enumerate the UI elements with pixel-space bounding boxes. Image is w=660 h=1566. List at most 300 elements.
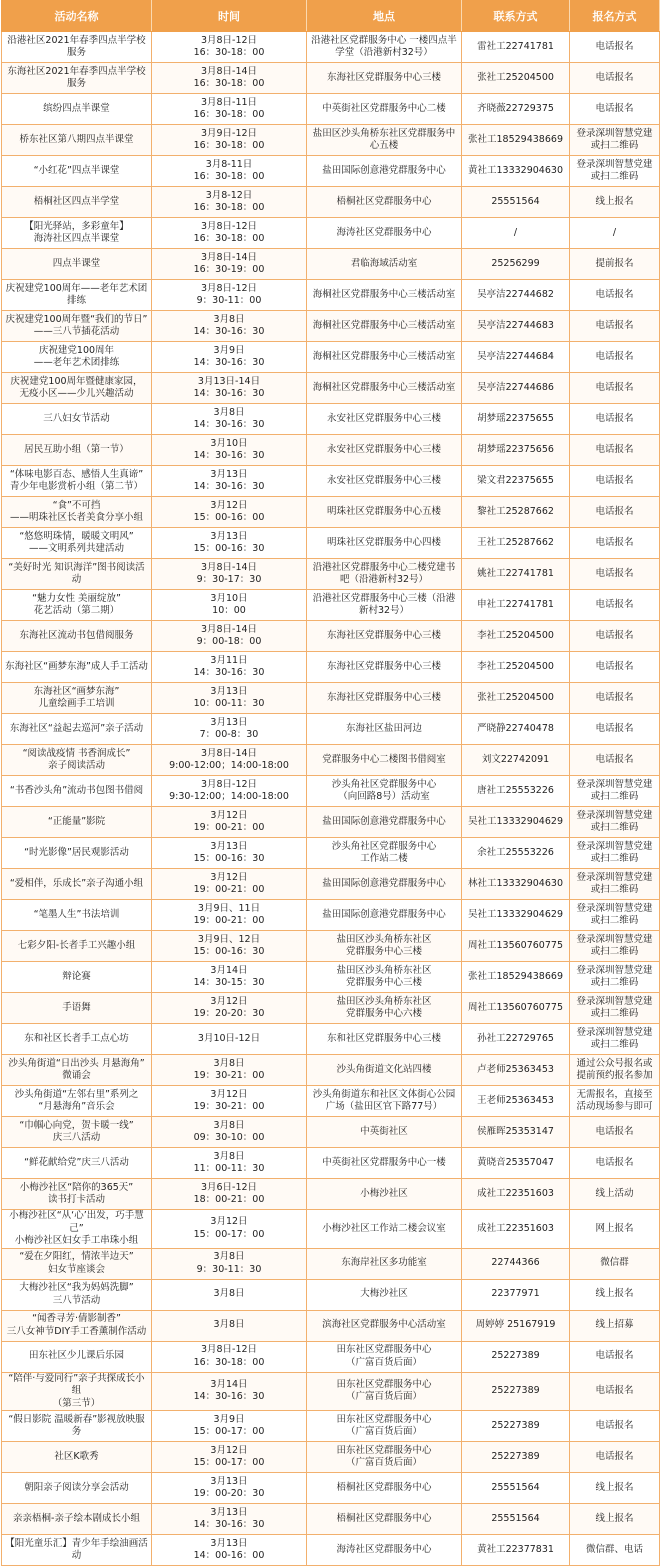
- activity-name-cell: 亲亲梧桐-亲子绘本剧成长小组: [2, 1504, 152, 1535]
- activity-name-cell: “食”不可挡 ——明珠社区长者美食分享小组: [2, 497, 152, 528]
- contact-cell: 侯雁晖25353147: [462, 1117, 570, 1148]
- location-cell: 永安社区党群服务中心三楼: [307, 466, 462, 497]
- activity-name-cell: “闻香寻芳·倩影制香” 三八女神节DIY手工香薰制作活动: [2, 1310, 152, 1341]
- contact-cell: 22744366: [462, 1248, 570, 1279]
- contact-cell: 卢老师25363453: [462, 1055, 570, 1086]
- activity-name-cell: 社区K歌秀: [2, 1442, 152, 1473]
- activity-name-cell: “阅读战疫情 书香润成长” 亲子阅读活动: [2, 745, 152, 776]
- table-row: [2, 1341, 660, 1372]
- table-row: [2, 32, 660, 63]
- activity-name-cell: 庆祝建党100周年暨健康家园， 无疫小区——少儿兴趣活动: [2, 373, 152, 404]
- contact-cell: 25227389: [462, 1442, 570, 1473]
- contact-cell: 吴亭洁22744684: [462, 342, 570, 373]
- location-cell: 中英街社区党群服务中心一楼: [307, 1148, 462, 1179]
- activity-name-cell: 庆祝建党100周年暨“我们的节日” ——三八节插花活动: [2, 311, 152, 342]
- signup-method-cell: 通过公众号报名或提前预约报名参加: [570, 1055, 660, 1086]
- contact-cell: 张社工18529438669: [462, 125, 570, 156]
- contact-cell: 李社工25204500: [462, 621, 570, 652]
- time-cell: 3月8日-14日 9：00-18：00: [152, 621, 307, 652]
- signup-method-cell: 电话报名: [570, 683, 660, 714]
- location-cell: 沙头角街道文化站四楼: [307, 1055, 462, 1086]
- location-cell: 海桐社区党群服务中心三楼活动室: [307, 280, 462, 311]
- table-header: [2, 1, 660, 32]
- time-cell: 3月8日 14：30-16：30: [152, 311, 307, 342]
- table-row: [2, 404, 660, 435]
- activity-name-cell: “书香沙头角”流动书包图书借阅: [2, 776, 152, 807]
- contact-cell: 吴亭洁22744686: [462, 373, 570, 404]
- location-cell: 沿港社区党群服务中心三楼（沿港新村32号）: [307, 590, 462, 621]
- time-cell: 3月13日 15：00-16：30: [152, 528, 307, 559]
- time-cell: 3月8日 19：30-21：00: [152, 1055, 307, 1086]
- signup-method-cell: 提前报名: [570, 249, 660, 280]
- signup-method-cell: 电话报名: [570, 32, 660, 63]
- signup-method-cell: 线上报名: [570, 1279, 660, 1310]
- signup-method-cell: 登录深圳智慧党建或扫二维码: [570, 962, 660, 993]
- location-cell: 盐田区沙头角桥东社区 党群服务中心三楼: [307, 931, 462, 962]
- table-row: [2, 1117, 660, 1148]
- location-cell: 盐田国际创意港党群服务中心: [307, 156, 462, 187]
- location-cell: 田东社区党群服务中心 （广富百货后面）: [307, 1442, 462, 1473]
- location-cell: 沿港社区党群服务中心二楼党建书吧（沿港新村32号）: [307, 559, 462, 590]
- contact-cell: 严晓静22740478: [462, 714, 570, 745]
- time-cell: 3月8日-12日 16：30-18：00: [152, 1341, 307, 1372]
- signup-method-cell: 登录深圳智慧党建或扫二维码: [570, 156, 660, 187]
- contact-cell: 周社工13560760775: [462, 993, 570, 1024]
- time-cell: 3月8日 11：00-11：30: [152, 1148, 307, 1179]
- contact-cell: 齐晓薇22729375: [462, 94, 570, 125]
- signup-method-cell: 电话报名: [570, 435, 660, 466]
- contact-cell: 吴社工13332904629: [462, 807, 570, 838]
- table-row: [2, 125, 660, 156]
- activity-name-cell: 缤纷四点半课堂: [2, 94, 152, 125]
- time-cell: 3月8日-14日 9:00-12:00；14:00-18:00: [152, 745, 307, 776]
- activity-name-cell: “爱在夕阳红，情浓半边天” 妇女节座谈会: [2, 1248, 152, 1279]
- activity-name-cell: “鲜花献给党”庆三八活动: [2, 1148, 152, 1179]
- signup-method-cell: 电话报名: [570, 1117, 660, 1148]
- signup-method-cell: 电话报名: [570, 1372, 660, 1411]
- activity-name-cell: 庆祝建党100周年 ——老年艺术团排练: [2, 342, 152, 373]
- signup-method-cell: 线上报名: [570, 1504, 660, 1535]
- time-cell: 3月14日 14：30-16：30: [152, 1372, 307, 1411]
- signup-method-cell: 登录深圳智慧党建或扫二维码: [570, 993, 660, 1024]
- contact-cell: 成社工22351603: [462, 1179, 570, 1210]
- activity-name-cell: 东海社区流动书包借阅服务: [2, 621, 152, 652]
- signup-method-cell: 登录深圳智慧党建或扫二维码: [570, 125, 660, 156]
- signup-method-cell: 线上报名: [570, 187, 660, 218]
- signup-method-cell: 登录深圳智慧党建或扫二维码: [570, 776, 660, 807]
- signup-method-cell: 电话报名: [570, 1341, 660, 1372]
- location-cell: 明珠社区党群服务中心五楼: [307, 497, 462, 528]
- signup-method-cell: 线上活动: [570, 1179, 660, 1210]
- time-cell: 3月8日-11日 16：30-18：00: [152, 94, 307, 125]
- time-cell: 3月8日: [152, 1279, 307, 1310]
- contact-cell: 周婷婷 25167919: [462, 1310, 570, 1341]
- activity-name-cell: 庆祝建党100周年——老年艺术团排练: [2, 280, 152, 311]
- table-row: [2, 559, 660, 590]
- table-body: [2, 32, 660, 1566]
- time-cell: 3月10日 14：30-16：30: [152, 435, 307, 466]
- signup-method-cell: 电话报名: [570, 714, 660, 745]
- signup-method-cell: 微信群: [570, 1248, 660, 1279]
- signup-method-cell: 无需报名，直接至活动现场参与即可: [570, 1086, 660, 1117]
- table-row: [2, 1372, 660, 1411]
- table-row: [2, 218, 660, 249]
- contact-cell: 吴亭洁22744682: [462, 280, 570, 311]
- location-cell: 田东社区党群服务中心 （广富百货后面）: [307, 1411, 462, 1442]
- table-row: [2, 714, 660, 745]
- location-cell: 梧桐社区党群服务中心: [307, 1473, 462, 1504]
- table-row: [2, 1148, 660, 1179]
- header-contact: 联系方式: [462, 1, 570, 32]
- time-cell: 3月8日 9：30-11：30: [152, 1248, 307, 1279]
- location-cell: 君临海域活动室: [307, 249, 462, 280]
- activity-name-cell: “爱相伴，乐成长”亲子沟通小组: [2, 869, 152, 900]
- contact-cell: 成社工22351603: [462, 1210, 570, 1249]
- signup-method-cell: 电话报名: [570, 404, 660, 435]
- table-row: [2, 1179, 660, 1210]
- signup-method-cell: 线上报名: [570, 1473, 660, 1504]
- contact-cell: 黎社工25287662: [462, 497, 570, 528]
- table-row: [2, 94, 660, 125]
- signup-method-cell: 登录深圳智慧党建或扫二维码: [570, 1024, 660, 1055]
- activity-name-cell: 桥东社区第八期四点半课堂: [2, 125, 152, 156]
- signup-method-cell: 电话报名: [570, 1442, 660, 1473]
- contact-cell: 唐社工25553226: [462, 776, 570, 807]
- location-cell: 小梅沙社区: [307, 1179, 462, 1210]
- table-row: [2, 1086, 660, 1117]
- activity-name-cell: “陪伴·与爱同行”亲子共探成长小组 （第三节）: [2, 1372, 152, 1411]
- location-cell: 中英街社区党群服务中心二楼: [307, 94, 462, 125]
- contact-cell: 张社工18529438669: [462, 962, 570, 993]
- signup-method-cell: 电话报名: [570, 652, 660, 683]
- contact-cell: 25227389: [462, 1411, 570, 1442]
- activity-name-cell: 手语舞: [2, 993, 152, 1024]
- contact-cell: 孙社工22729765: [462, 1024, 570, 1055]
- table-row: [2, 993, 660, 1024]
- location-cell: 东海社区党群服务中心三楼: [307, 683, 462, 714]
- location-cell: 东海岸社区多功能室: [307, 1248, 462, 1279]
- table-row: [2, 187, 660, 218]
- location-cell: 中英街社区: [307, 1117, 462, 1148]
- activity-name-cell: 东海社区2021年春季四点半学校服务: [2, 63, 152, 94]
- location-cell: 海桐社区党群服务中心三楼活动室: [307, 342, 462, 373]
- table-row: [2, 311, 660, 342]
- contact-cell: 吴社工13332904629: [462, 900, 570, 931]
- location-cell: 海桐社区党群服务中心三楼活动室: [307, 311, 462, 342]
- signup-method-cell: 电话报名: [570, 311, 660, 342]
- contact-cell: 胡梦瑶22375655: [462, 404, 570, 435]
- time-cell: 3月9日、12日 15：00-16：30: [152, 931, 307, 962]
- activity-name-cell: “小红花”四点半课堂: [2, 156, 152, 187]
- activity-name-cell: 大梅沙社区“我为妈妈洗脚” 三八节活动: [2, 1279, 152, 1310]
- activity-name-cell: 四点半课堂: [2, 249, 152, 280]
- signup-method-cell: 登录深圳智慧党建或扫二维码: [570, 900, 660, 931]
- time-cell: 3月10日-12日: [152, 1024, 307, 1055]
- header-location: 地点: [307, 1, 462, 32]
- location-cell: 大梅沙社区: [307, 1279, 462, 1310]
- activity-name-cell: 梧桐社区四点半学堂: [2, 187, 152, 218]
- signup-method-cell: 登录深圳智慧党建或扫二维码: [570, 838, 660, 869]
- location-cell: 盐田国际创意港党群服务中心: [307, 900, 462, 931]
- location-cell: 沙头角街道东和社区文体街心公园广场（盐田区官下路77号）: [307, 1086, 462, 1117]
- time-cell: 3月13日 14：00-16：00: [152, 1535, 307, 1566]
- signup-method-cell: 电话报名: [570, 590, 660, 621]
- contact-cell: 25551564: [462, 1473, 570, 1504]
- time-cell: 3月12日 19：20-20：30: [152, 993, 307, 1024]
- time-cell: 3月10日 10：00: [152, 590, 307, 621]
- time-cell: 3月8日-14日 9：30-17：30: [152, 559, 307, 590]
- time-cell: 3月8日 14：30-16：30: [152, 404, 307, 435]
- activity-name-cell: “悠悠明珠情，暖暖文明风” ——文明系列共建活动: [2, 528, 152, 559]
- activity-name-cell: 东海社区“画梦东海”成人手工活动: [2, 652, 152, 683]
- signup-method-cell: 电话报名: [570, 1148, 660, 1179]
- location-cell: 明珠社区党群服务中心四楼: [307, 528, 462, 559]
- contact-cell: 雷社工22741781: [462, 32, 570, 63]
- contact-cell: 黄社工13332904630: [462, 156, 570, 187]
- location-cell: 滨海社区党群服务中心活动室: [307, 1310, 462, 1341]
- signup-method-cell: 电话报名: [570, 466, 660, 497]
- location-cell: 田东社区党群服务中心 （广富百货后面）: [307, 1341, 462, 1372]
- signup-method-cell: 电话报名: [570, 621, 660, 652]
- signup-method-cell: 登录深圳智慧党建或扫二维码: [570, 869, 660, 900]
- table-row: [2, 497, 660, 528]
- table-row: [2, 621, 660, 652]
- activity-name-cell: 小梅沙社区“从‘心’出发，巧手慧己” 小梅沙社区妇女手工串珠小组: [2, 1210, 152, 1249]
- header-signup: 报名方式: [570, 1, 660, 32]
- signup-method-cell: 电话报名: [570, 280, 660, 311]
- time-cell: 3月13日 19：00-20：30: [152, 1473, 307, 1504]
- table-row: [2, 900, 660, 931]
- contact-cell: 周社工13560760775: [462, 931, 570, 962]
- signup-method-cell: 电话报名: [570, 1411, 660, 1442]
- table-row: [2, 931, 660, 962]
- activity-name-cell: “巾帼心向党，贺卡暖一线” 庆三八活动: [2, 1117, 152, 1148]
- time-cell: 3月9日 14：30-16：30: [152, 342, 307, 373]
- activity-name-cell: 沙头角街道“左邻右里”系列之 “月悬海角”音乐会: [2, 1086, 152, 1117]
- time-cell: 3月13日 14：30-16：30: [152, 466, 307, 497]
- table-row: [2, 807, 660, 838]
- activity-name-cell: “正能量”影院: [2, 807, 152, 838]
- time-cell: 3月12日 15：00-17：00: [152, 1442, 307, 1473]
- contact-cell: 王社工25287662: [462, 528, 570, 559]
- time-cell: 3月12日 19：00-21：00: [152, 869, 307, 900]
- location-cell: 海桐社区党群服务中心三楼活动室: [307, 373, 462, 404]
- activity-name-cell: 东海社区“益起去巡河”亲子活动: [2, 714, 152, 745]
- signup-method-cell: 电话报名: [570, 94, 660, 125]
- activity-name-cell: “魅力女性 美丽绽放” 花艺活动（第二期）: [2, 590, 152, 621]
- table-row: [2, 435, 660, 466]
- location-cell: 小梅沙社区工作站二楼会议室: [307, 1210, 462, 1249]
- signup-method-cell: 电话报名: [570, 342, 660, 373]
- activity-name-cell: 三八妇女节活动: [2, 404, 152, 435]
- location-cell: 东海社区党群服务中心三楼: [307, 621, 462, 652]
- table-row: [2, 63, 660, 94]
- contact-cell: 25256299: [462, 249, 570, 280]
- contact-cell: 胡梦瑶22375656: [462, 435, 570, 466]
- contact-cell: 22377971: [462, 1279, 570, 1310]
- location-cell: 田东社区党群服务中心 （广富百货后面）: [307, 1372, 462, 1411]
- location-cell: 东海社区党群服务中心三楼: [307, 652, 462, 683]
- time-cell: 3月9日 15：00-17：00: [152, 1411, 307, 1442]
- time-cell: 3月9日-12日 16：30-18：00: [152, 125, 307, 156]
- time-cell: 3月8日-14日 16：30-18：00: [152, 63, 307, 94]
- activity-name-cell: 小梅沙社区“陪你的365天” 读书打卡活动: [2, 1179, 152, 1210]
- activity-name-cell: 田东社区少儿课后乐园: [2, 1341, 152, 1372]
- activity-name-cell: 东海社区“画梦东海” 儿童绘画手工培训: [2, 683, 152, 714]
- activity-name-cell: 居民互助小组（第一节）: [2, 435, 152, 466]
- signup-method-cell: 电话报名: [570, 63, 660, 94]
- signup-method-cell: /: [570, 218, 660, 249]
- contact-cell: 张社工25204500: [462, 683, 570, 714]
- time-cell: 3月11日 14：30-16：30: [152, 652, 307, 683]
- activity-name-cell: “美好时光 知识海洋”图书阅读活动: [2, 559, 152, 590]
- table-row: [2, 373, 660, 404]
- table-row: [2, 683, 660, 714]
- table-row: [2, 652, 660, 683]
- table-row: [2, 1442, 660, 1473]
- contact-cell: 林社工13332904630: [462, 869, 570, 900]
- time-cell: 3月6日-12日 18：00-21：00: [152, 1179, 307, 1210]
- time-cell: 3月8日-12日 16：30-18：00: [152, 218, 307, 249]
- signup-method-cell: 电话报名: [570, 373, 660, 404]
- table-row: [2, 528, 660, 559]
- table-row: [2, 745, 660, 776]
- contact-cell: 刘文22742091: [462, 745, 570, 776]
- location-cell: 盐田国际创意港党群服务中心: [307, 869, 462, 900]
- contact-cell: 梁文君22375655: [462, 466, 570, 497]
- table-row: [2, 1504, 660, 1535]
- table-row: [2, 1411, 660, 1442]
- contact-cell: 25227389: [462, 1341, 570, 1372]
- table-row: [2, 838, 660, 869]
- location-cell: 盐田区沙头角桥东社区 党群服务中心六楼: [307, 993, 462, 1024]
- time-cell: 3月14日 14：30-15：30: [152, 962, 307, 993]
- header-activity-name: 活动名称: [2, 1, 152, 32]
- activity-name-cell: 七彩夕阳-长者手工兴趣小组: [2, 931, 152, 962]
- signup-method-cell: 电话报名: [570, 528, 660, 559]
- table-row: [2, 1279, 660, 1310]
- location-cell: 盐田区沙头角桥东社区 党群服务中心三楼: [307, 962, 462, 993]
- time-cell: 3月9日、11日 19：00-21：00: [152, 900, 307, 931]
- table-row: [2, 1055, 660, 1086]
- contact-cell: 黄社工22377831: [462, 1535, 570, 1566]
- location-cell: 东和社区党群服务中心三楼: [307, 1024, 462, 1055]
- location-cell: 沙头角社区党群服务中心 工作站二楼: [307, 838, 462, 869]
- signup-method-cell: 网上报名: [570, 1210, 660, 1249]
- table-row: [2, 1473, 660, 1504]
- location-cell: 沙头角社区党群服务中心 （向回路8号）活动室: [307, 776, 462, 807]
- time-cell: 3月8-11日 16：30-18：00: [152, 156, 307, 187]
- activity-name-cell: 朝阳亲子阅读分享会活动: [2, 1473, 152, 1504]
- table-row: [2, 1248, 660, 1279]
- location-cell: 梧桐社区党群服务中心: [307, 187, 462, 218]
- contact-cell: 25551564: [462, 1504, 570, 1535]
- location-cell: 梧桐社区党群服务中心: [307, 1504, 462, 1535]
- time-cell: 3月12日 15：00-16：00: [152, 497, 307, 528]
- activity-name-cell: 沙头角街道“日出沙头 月悬海角” 微诵会: [2, 1055, 152, 1086]
- time-cell: 3月8日-12日 9:30-12:00；14:00-18:00: [152, 776, 307, 807]
- location-cell: 东海社区盐田河边: [307, 714, 462, 745]
- table-row: [2, 156, 660, 187]
- location-cell: 盐田区沙头角桥东社区党群服务中心五楼: [307, 125, 462, 156]
- table-row: [2, 1535, 660, 1566]
- contact-cell: /: [462, 218, 570, 249]
- table-row: [2, 962, 660, 993]
- activity-name-cell: 【阳光童乐汇】青少年手绘油画活动: [2, 1535, 152, 1566]
- time-cell: 3月12日 19：30-21：00: [152, 1086, 307, 1117]
- table-row: [2, 342, 660, 373]
- table-row: [2, 776, 660, 807]
- location-cell: 盐田国际创意港党群服务中心: [307, 807, 462, 838]
- table-row: [2, 590, 660, 621]
- table-row: [2, 1310, 660, 1341]
- table-row: [2, 1210, 660, 1249]
- location-cell: 永安社区党群服务中心三楼: [307, 404, 462, 435]
- signup-method-cell: 登录深圳智慧党建或扫二维码: [570, 931, 660, 962]
- activity-name-cell: “时光影像”居民观影活动: [2, 838, 152, 869]
- contact-cell: 25551564: [462, 187, 570, 218]
- table-row: [2, 869, 660, 900]
- contact-cell: 李社工25204500: [462, 652, 570, 683]
- activity-name-cell: “笔墨人生”书法培训: [2, 900, 152, 931]
- activity-name-cell: 东和社区长者手工点心坊: [2, 1024, 152, 1055]
- activity-name-cell: “体味电影百态、感悟人生真谛” 青少年电影赏析小组（第二节）: [2, 466, 152, 497]
- activity-name-cell: 沿港社区2021年春季四点半学校服务: [2, 32, 152, 63]
- contact-cell: 张社工25204500: [462, 63, 570, 94]
- table-row: [2, 466, 660, 497]
- location-cell: 海涛社区党群服务中心: [307, 218, 462, 249]
- location-cell: 党群服务中心二楼图书借阅室: [307, 745, 462, 776]
- time-cell: 3月13日 7：00-8：30: [152, 714, 307, 745]
- signup-method-cell: 登录深圳智慧党建或扫二维码: [570, 807, 660, 838]
- time-cell: 3月8日: [152, 1310, 307, 1341]
- header-row: [2, 1, 660, 32]
- activity-name-cell: 辩论赛: [2, 962, 152, 993]
- table-row: [2, 249, 660, 280]
- time-cell: 3月8日 09：30-10：00: [152, 1117, 307, 1148]
- time-cell: 3月13日 14：30-16：30: [152, 1504, 307, 1535]
- location-cell: 海涛社区党群服务中心: [307, 1535, 462, 1566]
- contact-cell: 申社工22741781: [462, 590, 570, 621]
- signup-method-cell: 电话报名: [570, 497, 660, 528]
- table-row: [2, 1024, 660, 1055]
- header-time: 时间: [152, 1, 307, 32]
- contact-cell: 王老师25363453: [462, 1086, 570, 1117]
- time-cell: 3月8日-12日 16：30-18：00: [152, 32, 307, 63]
- time-cell: 3月8-12日 16：30-18：00: [152, 187, 307, 218]
- activity-name-cell: “假日影院 温暖新春”影视放映服务: [2, 1411, 152, 1442]
- signup-method-cell: 微信群、电话: [570, 1535, 660, 1566]
- contact-cell: 姚社工22741781: [462, 559, 570, 590]
- contact-cell: 黄晓音25357047: [462, 1148, 570, 1179]
- location-cell: 永安社区党群服务中心三楼: [307, 435, 462, 466]
- time-cell: 3月12日 15：00-17：00: [152, 1210, 307, 1249]
- time-cell: 3月13日 15：00-16：30: [152, 838, 307, 869]
- time-cell: 3月8日-12日 9：30-11：00: [152, 280, 307, 311]
- location-cell: 东海社区党群服务中心三楼: [307, 63, 462, 94]
- activity-table: [1, 0, 660, 1566]
- contact-cell: 余社工25553226: [462, 838, 570, 869]
- location-cell: 沿港社区党群服务中心 一楼四点半学堂（沿港新村32号）: [307, 32, 462, 63]
- table-row: [2, 280, 660, 311]
- activity-name-cell: 【阳光驿站，多彩童年】 海涛社区四点半课堂: [2, 218, 152, 249]
- signup-method-cell: 电话报名: [570, 745, 660, 776]
- signup-method-cell: 电话报名: [570, 559, 660, 590]
- time-cell: 3月8日-14日 16：30-19：00: [152, 249, 307, 280]
- time-cell: 3月12日 19：00-21：00: [152, 807, 307, 838]
- time-cell: 3月13日 10：00-11：30: [152, 683, 307, 714]
- signup-method-cell: 线上招募: [570, 1310, 660, 1341]
